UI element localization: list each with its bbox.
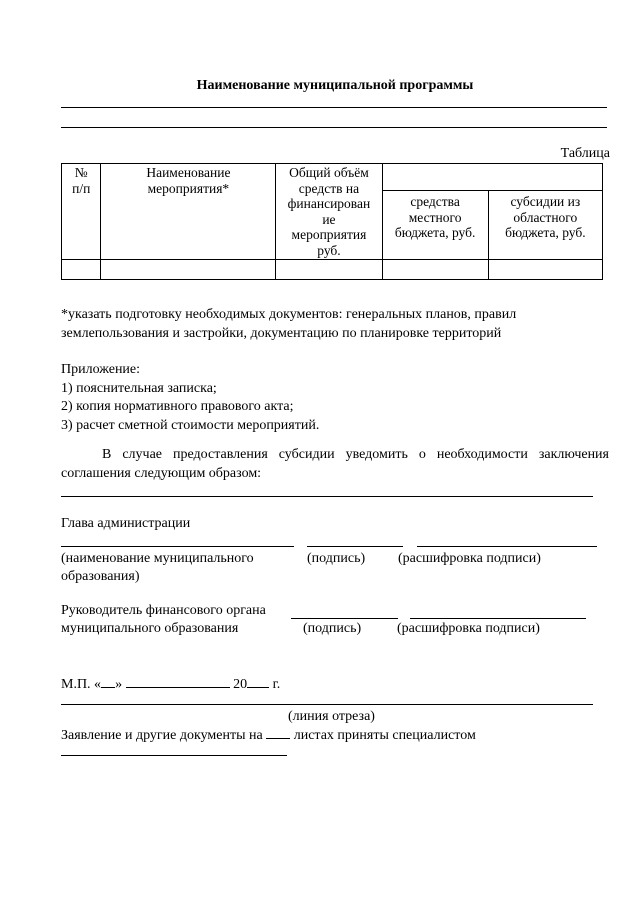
header-regional-subsidy: субсидии из областного бюджета, руб.: [488, 191, 602, 260]
subsidy-method-line: [61, 496, 593, 497]
cut-line: [61, 704, 593, 705]
finance-caption-sign: (подпись): [303, 621, 362, 636]
accepted-row: Заявление и другие документы на листах приняты специалистом: [61, 725, 476, 744]
head-caption-name-2: образования): [61, 569, 140, 584]
activities-table: [61, 163, 603, 280]
footnote: *указать подготовку необходимых документов: генеральных планов, правил землепользования и застройки, документацию по планировке территорий: [61, 307, 517, 341]
header-number: № п/п: [62, 164, 101, 260]
head-caption-sign: (подпись): [307, 551, 366, 566]
title-line-1: [61, 107, 607, 108]
finance-title: Руководитель финансового органа: [61, 603, 266, 618]
cut-line-label: (линия отреза): [288, 709, 375, 724]
year-field: [247, 674, 269, 688]
finance-line-2: муниципального образования: [61, 621, 239, 636]
month-field: [126, 674, 230, 688]
header-local-budget: средства местного бюджета, руб.: [382, 191, 488, 260]
table-row: [62, 260, 603, 280]
header-total-funding: Общий объём средств на финансирован ие мероприятия руб.: [276, 164, 382, 260]
list-item: 2) копия нормативного правового акта;: [61, 399, 294, 414]
subsidy-note: В случае предоставления субсидии уведомить о необходимости заключения соглашения следующим образом:: [61, 447, 609, 481]
title-line-2: [61, 127, 607, 128]
appendix-heading: Приложение:: [61, 362, 141, 377]
finance-caption-decode: (расшифровка подписи): [397, 621, 540, 636]
head-caption-decode: (расшифровка подписи): [398, 551, 541, 566]
head-title: Глава администрации: [61, 516, 191, 531]
stamp-date-row: М.П. « » 20 г.: [61, 674, 280, 693]
list-item: 1) пояснительная записка;: [61, 380, 217, 396]
list-item: 3) расчет сметной стоимости мероприятий.: [61, 417, 320, 433]
header-including: [382, 164, 602, 191]
table-label: Таблица: [560, 146, 610, 161]
appendix: [61, 361, 319, 435]
finance-decode-line: [410, 618, 586, 619]
head-sign-line: [307, 546, 403, 547]
specialist-line: [61, 755, 287, 756]
head-caption-name: (наименование муниципального: [61, 551, 254, 566]
program-title: Наименование муниципальной программы: [196, 78, 474, 93]
head-name-line: [61, 546, 294, 547]
header-activity-name: Наименование мероприятия*: [101, 164, 276, 260]
finance-sign-line: [291, 618, 398, 619]
head-decode-line: [417, 546, 597, 547]
stamp-label: М.П. «: [61, 677, 102, 692]
sheets-count-field: [266, 725, 290, 739]
day-field: [101, 674, 115, 688]
